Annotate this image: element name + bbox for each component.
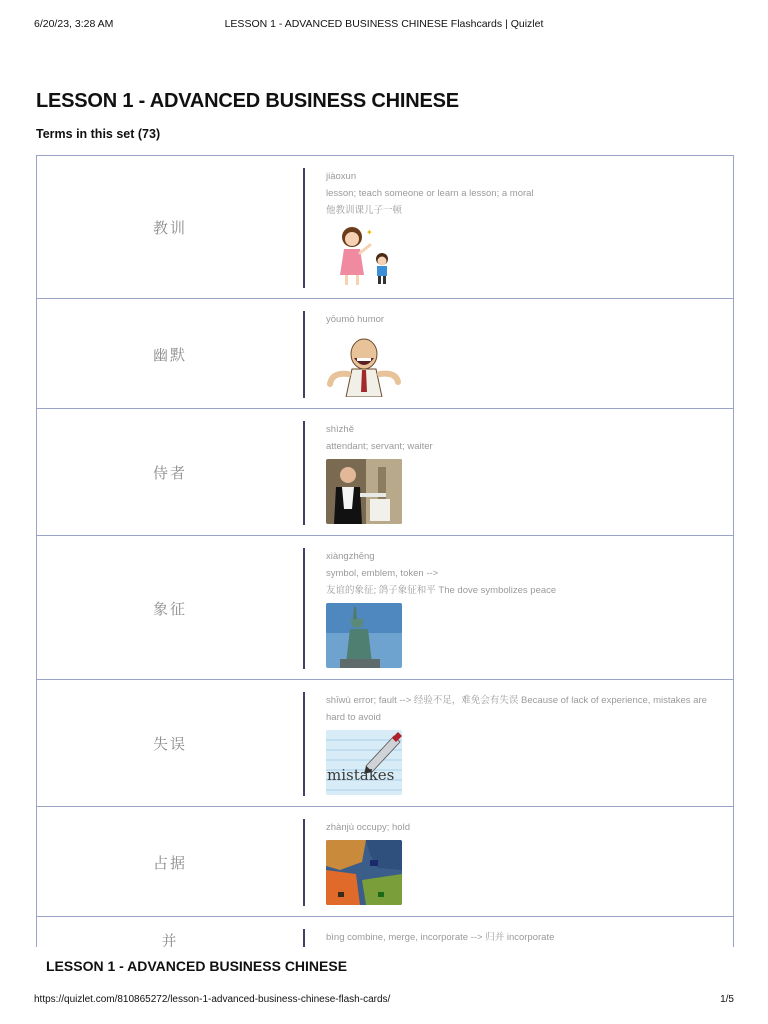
term-divider — [303, 692, 305, 796]
print-document-title: LESSON 1 - ADVANCED BUSINESS CHINESE Flashcards | Quizlet — [224, 18, 544, 30]
mistakes-label: mistakes — [327, 766, 395, 784]
print-footer — [0, 994, 768, 1008]
waiter-photo-image — [326, 459, 402, 524]
definition-line: xiàngzhēng — [326, 551, 375, 562]
term-card[interactable] — [37, 806, 733, 917]
definition-line: 他教训课儿子一顿 — [326, 205, 403, 216]
definition-line: bìng combine, merge, incorporate --> 归并 incorporate — [326, 932, 555, 943]
definition-line: jiàoxun — [326, 171, 357, 182]
print-url: https://quizlet.com/810865272/lesson-1-advanced-business-chinese-flash-cards/ — [34, 994, 391, 1005]
term-word: 占据 — [152, 853, 187, 872]
term-definition — [326, 819, 721, 905]
term-divider — [303, 548, 305, 669]
definition-line: shīwù error; fault --> 经验不足，难免会有失误 Because of lack of experience, mistakes are hard to avoid — [326, 695, 707, 723]
term-card[interactable] — [37, 916, 733, 947]
term-word: 幽默 — [152, 345, 187, 364]
page-title: LESSON 1 - ADVANCED BUSINESS CHINESE — [36, 90, 459, 112]
print-datetime: 6/20/23, 3:28 AM — [34, 18, 114, 30]
term-definition — [326, 929, 721, 946]
term-word: 失误 — [152, 735, 187, 753]
definition-line: symbol, emblem, token --> — [326, 568, 439, 579]
term-card[interactable] — [37, 535, 733, 680]
term-card[interactable] — [37, 408, 733, 536]
footer-set-title: LESSON 1 - ADVANCED BUSINESS CHINESE — [46, 958, 348, 974]
strategy-game-map-image — [326, 840, 402, 905]
print-header — [0, 18, 768, 34]
definition-line: lesson; teach someone or learn a lesson; a moral — [326, 188, 534, 199]
definition-line: attendant; servant; waiter — [326, 441, 433, 452]
term-word: 象征 — [152, 599, 187, 618]
definition-line: shìzhě — [326, 424, 354, 435]
term-divider — [303, 929, 305, 947]
term-definition — [326, 421, 721, 524]
statue-of-liberty-photo-image — [326, 603, 402, 668]
definition-line: zhànjù occupy; hold — [326, 822, 410, 833]
definition-line: 友谊的象征; 鸽子象征和平 The dove symbolizes peace — [326, 585, 557, 596]
term-card[interactable] — [37, 679, 733, 807]
term-definition — [326, 311, 721, 397]
term-word: 并 — [161, 931, 179, 947]
term-divider — [303, 168, 305, 288]
print-page-number: 1/5 — [720, 994, 734, 1005]
svg-text:✦: ✦ — [366, 228, 373, 237]
term-definition — [326, 168, 721, 288]
definition-line: yōumò humor — [326, 314, 385, 325]
term-card[interactable] — [37, 155, 733, 299]
terms-list — [36, 155, 734, 947]
term-divider — [303, 311, 305, 398]
term-definition — [326, 548, 721, 668]
term-definition — [326, 692, 721, 795]
mistakes-pen-notebook-image — [326, 730, 402, 795]
term-card[interactable] — [37, 298, 733, 409]
terms-count-heading: Terms in this set (73) — [36, 127, 161, 141]
term-word: 教训 — [152, 219, 187, 237]
cartoon-laughing-man-image — [326, 332, 402, 397]
term-divider — [303, 819, 305, 906]
cartoon-mother-scolding-child-image — [326, 223, 402, 288]
term-divider — [303, 421, 305, 525]
term-word: 侍者 — [152, 464, 187, 482]
